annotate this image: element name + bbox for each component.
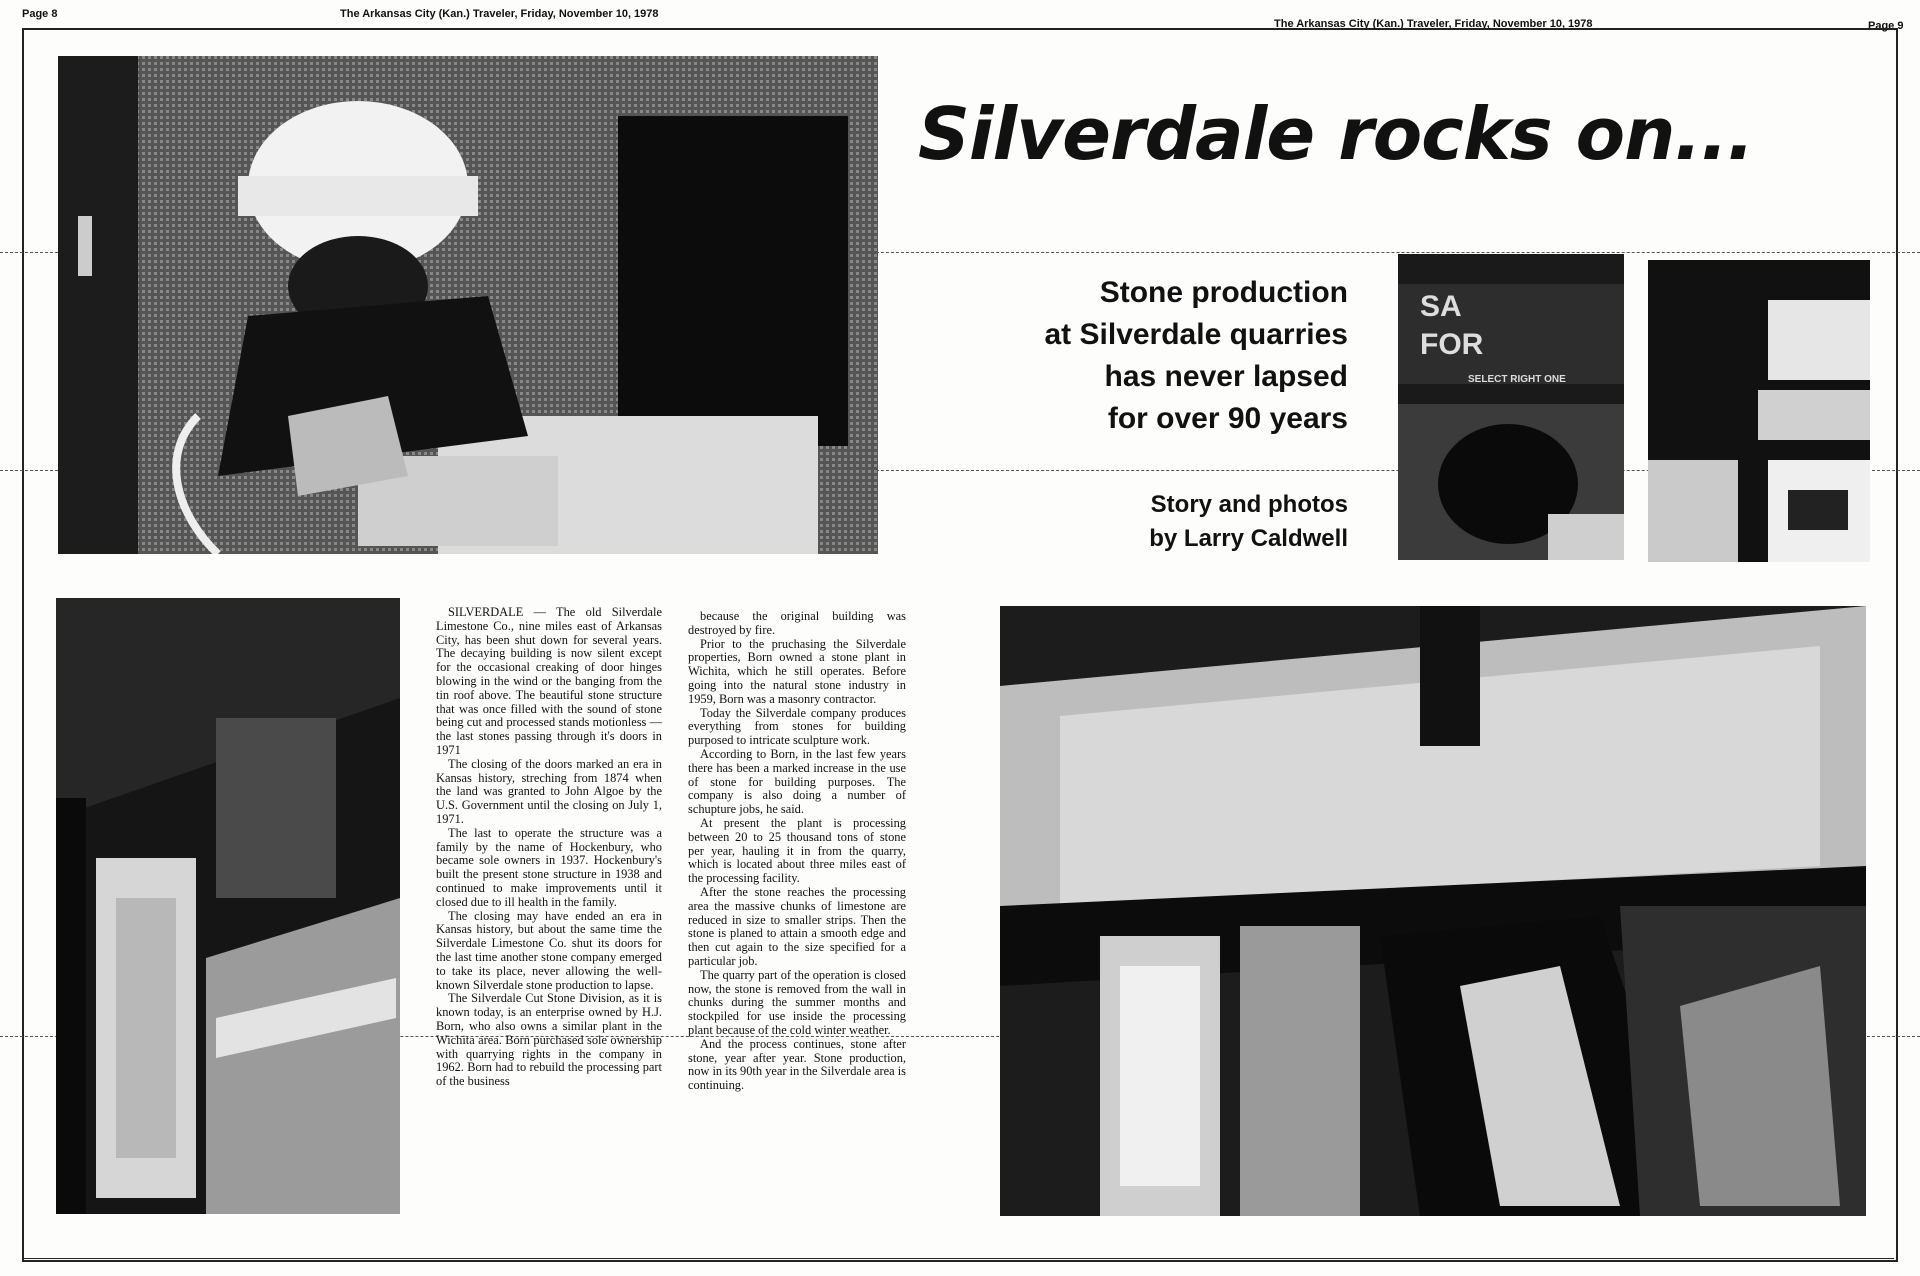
sign-image — [1398, 254, 1624, 560]
deck-line: Stone production — [1099, 276, 1348, 309]
sign-text-line: FOR — [1420, 328, 1484, 361]
photo-stone-building — [1000, 606, 1866, 1216]
photo-stone-cutter — [58, 56, 878, 554]
article-paragraph: Today the Silverdale company produces everything from stones for building purposed to intricate sculpture work. — [688, 705, 906, 748]
article-paragraph: The closing may have ended an era in Kansas history, but about the same time the Silverdale Limestone Co. shut its doors for the last time another stone company emerged to take its place, never allowing the well-known Silverdale stone production to lapse. — [436, 908, 662, 992]
article-column-2 — [688, 610, 906, 1093]
article-paragraph: After the stone reaches the processing area the massive chunks of limestone are reduced in size to smaller strips. Then the stone is planed to attain a smooth edge and then cut again to the size specified for a particular job. — [688, 884, 906, 968]
deck-line: at Silverdale quarries — [1044, 318, 1348, 351]
left-page-number: Page 8 — [22, 8, 58, 20]
headline: Silverdale rocks on... — [918, 92, 1754, 176]
stone-cutter-image — [58, 56, 878, 554]
left-masthead: The Arkansas City (Kan.) Traveler, Friday, November 10, 1978 — [340, 8, 659, 20]
article-paragraph: According to Born, in the last few years there has been a marked increase in the use of stone for building purposes. The company is also doing a number of schupture jobs, he said. — [688, 746, 906, 817]
article-paragraph: The last to operate the structure was a family by the name of Hockenbury, who became sole owners in 1937. Hockenbury's built the present stone structure in 1938 and continued to make improvements until it closed due to ill health in the family. — [436, 825, 662, 909]
bottom-rule — [22, 1258, 1894, 1259]
deck-line: for over 90 years — [1107, 402, 1348, 435]
stone-building-image — [1000, 606, 1866, 1216]
photo-sign — [1398, 254, 1624, 560]
byline-line: Story and photos — [1150, 491, 1348, 518]
article-paragraph: And the process continues, stone after stone, year after year. Stone production, now in its 90th year in the Silverdale area is continuing. — [688, 1036, 906, 1093]
article-column-1 — [436, 606, 662, 1089]
sign-text-line: SA — [1420, 290, 1462, 323]
right-masthead: The Arkansas City (Kan.) Traveler, Friday, November 10, 1978 — [1274, 18, 1593, 30]
byline-line: by Larry Caldwell — [1149, 525, 1348, 552]
article-paragraph: SILVERDALE — The old Silverdale Limestone Co., nine miles east of Arkansas City, has been shut down for several years. The decaying building is now silent except for the occasional creaking of door hinges blowing in the wind or the banging from the tin roof above. The beautiful stone structure that was once filled with the sound of stone being cut and processed stands motionless — the last stones passing through it's doors in 1971 — [436, 605, 662, 757]
interior-structure-image — [56, 598, 400, 1214]
article-paragraph: The quarry part of the operation is closed now, the stone is removed from the wall in chunks during the summer months and stockpiled for use inside the processing plant because of the cold winter weather. — [688, 967, 906, 1037]
right-page-number: Page 9 — [1868, 20, 1904, 32]
byline — [900, 488, 1348, 556]
article-paragraph: because the original building was destroyed by fire. — [688, 609, 906, 637]
stone-wall-image — [1648, 260, 1870, 562]
article-paragraph: At present the plant is processing between 20 to 25 thousand tons of stone per year, hauling it in from the quarry, which is located about three miles east of the processing facility. — [688, 815, 906, 886]
photo-stone-wall — [1648, 260, 1870, 562]
deck-line: has never lapsed — [1104, 360, 1348, 393]
article-paragraph: The Silverdale Cut Stone Division, as it is known today, is an enterprise owned by H.J. Born, who also owns a similar plant in the Wichita area. Born purchased sole ownership with quarrying rights in the company in 1962. Born had to rebuild the processing part of the business — [436, 991, 662, 1089]
photo-interior-structure — [56, 598, 400, 1214]
article-paragraph: Prior to the pruchasing the Silverdale properties, Born owned a stone plant in Wichita, which he still operates. Before going into the natural stone industry in 1959, Born was a masonry contractor. — [688, 636, 906, 706]
sign-text-line: SELECT RIGHT ONE — [1468, 374, 1566, 385]
headline-deck — [900, 272, 1348, 440]
article-paragraph: The closing of the doors marked an era in Kansas history, streching from 1874 when the land was granted to John Algoe by the U.S. Government until the closing on July 1, 1971. — [436, 756, 662, 826]
